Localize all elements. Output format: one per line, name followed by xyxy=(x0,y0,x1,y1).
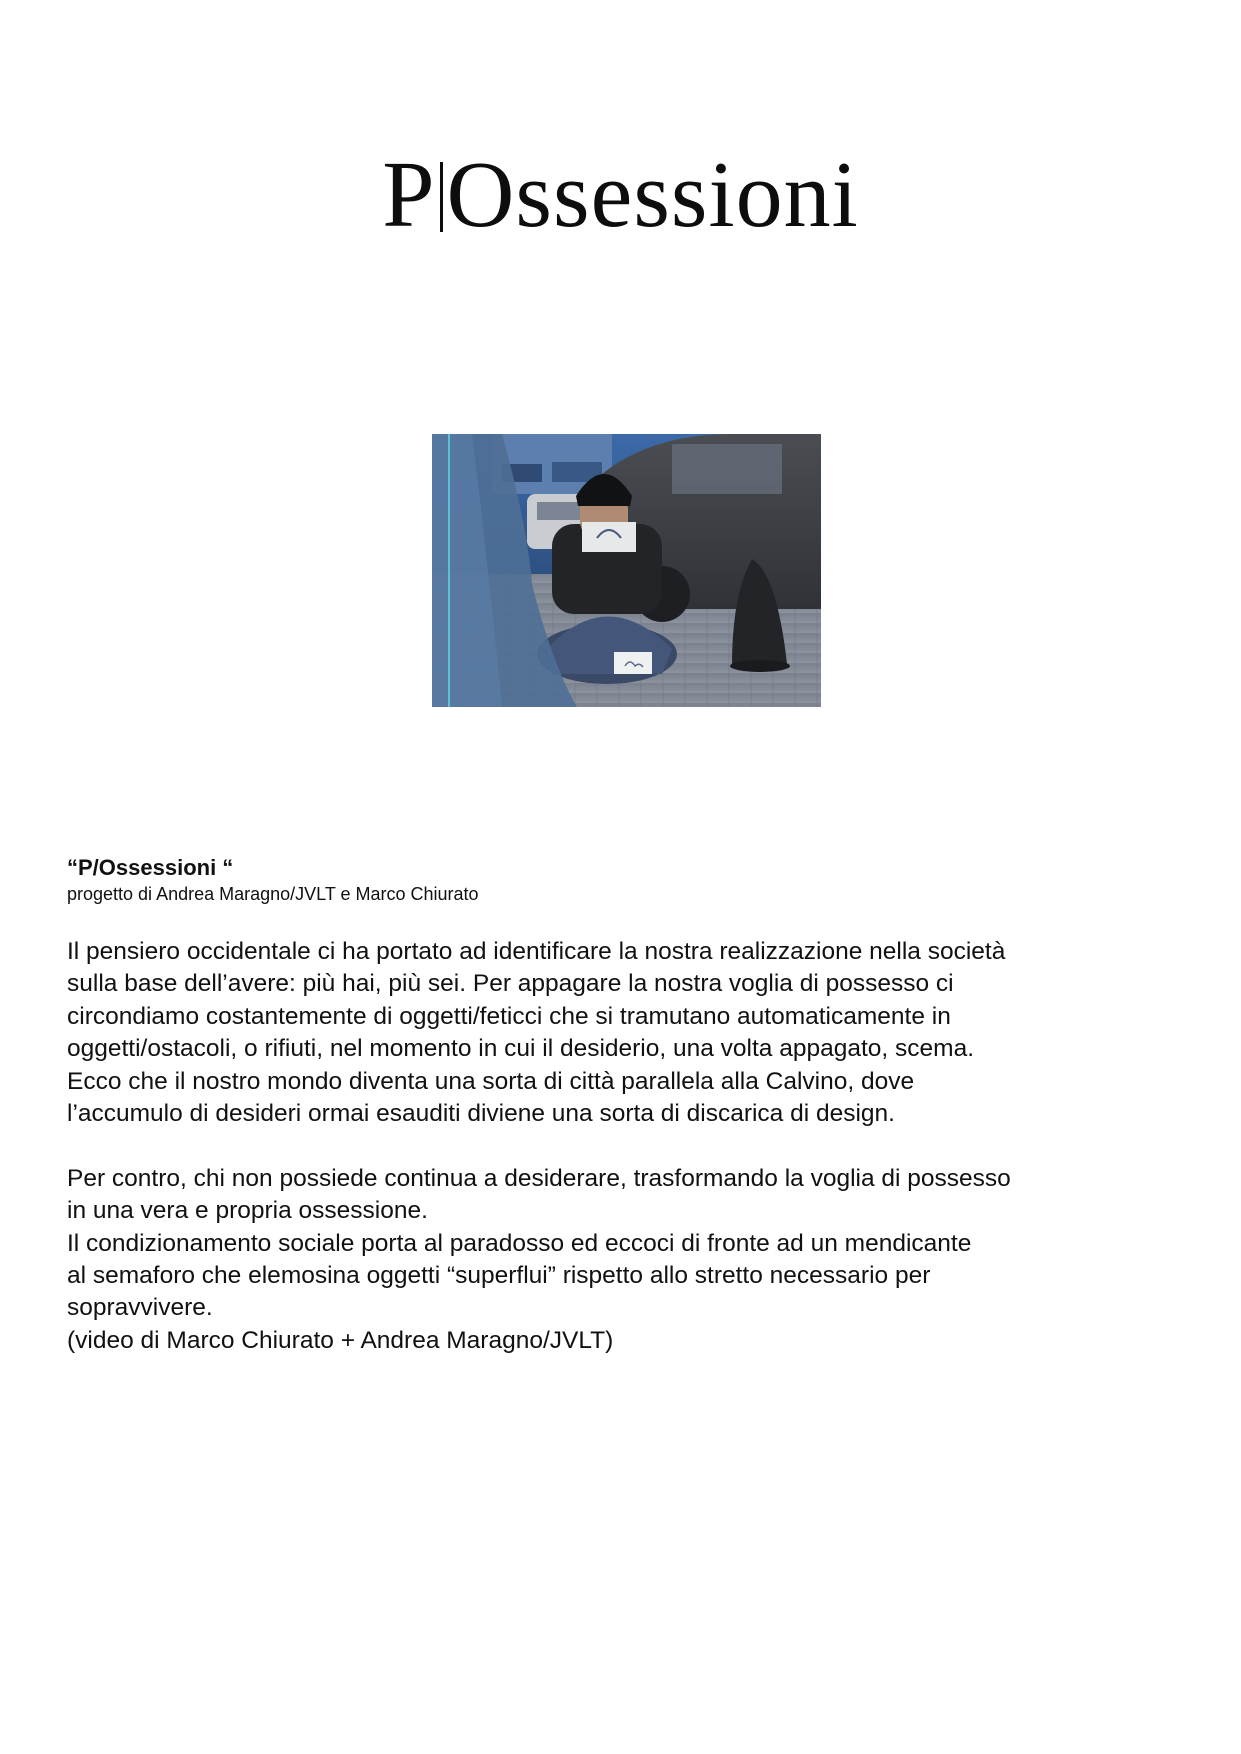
document-title: “P/Ossessioni “ xyxy=(67,855,234,880)
text-line: Ecco che il nostro mondo diventa una sorta di città parallela alla Calvino, dove xyxy=(67,1067,915,1095)
paragraph-spacer xyxy=(67,1130,1187,1162)
text-line: in una vera e propria ossessione. xyxy=(67,1197,428,1225)
text-line: (video di Marco Chiurato + Andrea Maragno/JVLT) xyxy=(67,1326,614,1354)
text-line: sulla base dell’avere: più hai, più sei. Per appagare la nostra voglia di possesso ci xyxy=(67,970,954,998)
text-line: al semaforo che elemosina oggetti “superflui” rispetto allo stretto necessario per xyxy=(67,1262,931,1290)
text-line: oggetti/ostacoli, o rifiuti, nel momento in cui il desiderio, una volta appagato, scema. xyxy=(67,1035,975,1063)
text-line: Il condizionamento sociale porta al paradosso ed eccoci di fronte ad un mendicante xyxy=(67,1229,972,1257)
text-line: sopravvivere. xyxy=(67,1294,213,1322)
logo xyxy=(0,143,1241,247)
logo-prefix: P xyxy=(382,143,436,247)
document-credit: progetto di Andrea Maragno/JVLT e Marco Chiurato xyxy=(67,884,479,904)
paragraph-1 xyxy=(67,936,1187,1130)
text-line: Il pensiero occidentale ci ha portato ad identificare la nostra realizzazione nella società xyxy=(67,938,1006,965)
text-line: circondiamo costantemente di oggetti/feticci che si tramutano automaticamente in xyxy=(67,1002,951,1030)
video-still-photo xyxy=(432,434,821,707)
text-line: l’accumulo di desideri ormai esauditi diviene una sorta di discarica di design. xyxy=(67,1100,895,1128)
paragraph-2 xyxy=(67,1163,1187,1357)
document-header xyxy=(67,854,1177,906)
text-line: Per contro, chi non possiede continua a desiderare, trasformando la voglia di possesso xyxy=(67,1164,1011,1192)
logo-divider xyxy=(440,162,443,232)
document-body xyxy=(67,936,1187,1357)
logo-suffix: Ossessioni xyxy=(446,143,859,247)
